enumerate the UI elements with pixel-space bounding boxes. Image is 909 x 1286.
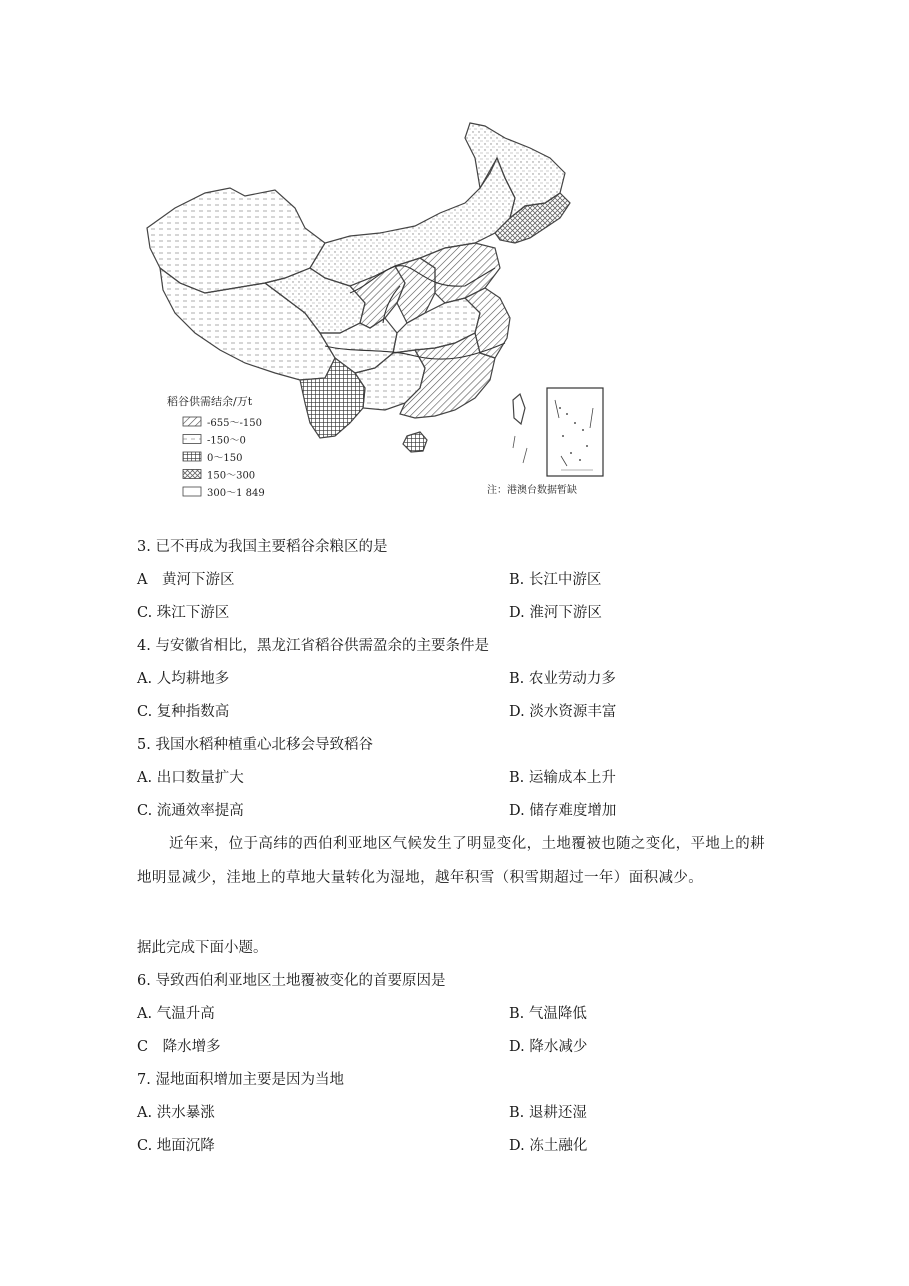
map-note: 注：港澳台数据暂缺 [487, 485, 577, 496]
legend-label-3: 150～300 [207, 470, 256, 482]
rice-balance-map [135, 118, 615, 503]
q4-option-c[interactable]: C. 复种指数高 [137, 704, 230, 720]
q6-option-d[interactable]: D. 降水减少 [509, 1039, 588, 1055]
q6-option-c[interactable]: C 降水增多 [137, 1039, 221, 1055]
q4-option-b[interactable]: B. 农业劳动力多 [509, 671, 616, 687]
q7-option-c[interactable]: C. 地面沉降 [137, 1138, 215, 1154]
question-4-stem: 4. 与安徽省相比，黑龙江省稻谷供需盈余的主要条件是 [137, 638, 489, 654]
q5-option-d[interactable]: D. 储存难度增加 [509, 803, 617, 819]
question-6-stem: 6. 导致西伯利亚地区土地覆被变化的首要原因是 [137, 973, 446, 989]
legend-title: 稻谷供需结余/万t [167, 395, 253, 408]
legend-swatch-3 [183, 470, 201, 479]
q3-option-a[interactable]: A 黄河下游区 [137, 572, 235, 588]
q3-option-d[interactable]: D. 淮河下游区 [509, 605, 602, 621]
legend-swatch-0 [183, 417, 201, 426]
q7-option-a[interactable]: A. 洪水暴涨 [137, 1105, 215, 1121]
q7-option-d[interactable]: D. 冻土融化 [509, 1138, 588, 1154]
legend-label-1: -150～0 [207, 435, 246, 447]
legend-label-4: 300～1 849 [207, 488, 265, 499]
legend-swatch-1 [183, 435, 201, 444]
q3-option-c[interactable]: C. 珠江下游区 [137, 605, 230, 621]
question-7-stem: 7. 湿地面积增加主要是因为当地 [137, 1072, 344, 1088]
legend-swatch-2 [183, 452, 201, 461]
q4-option-d[interactable]: D. 淡水资源丰富 [509, 704, 617, 720]
q3-option-b[interactable]: B. 长江中游区 [509, 572, 602, 588]
q7-option-b[interactable]: B. 退耕还湿 [509, 1105, 587, 1121]
passage-instruction: 据此完成下面小题。 [137, 940, 268, 956]
south-china-sea-inset [547, 388, 603, 476]
map-legend [167, 394, 265, 499]
question-5-stem: 5. 我国水稻种植重心北移会导致稻谷 [137, 737, 373, 753]
legend-label-2: 0～150 [207, 453, 243, 464]
q5-option-b[interactable]: B. 运输成本上升 [509, 770, 616, 786]
q6-option-a[interactable]: A. 气温升高 [137, 1006, 215, 1022]
q6-option-b[interactable]: B. 气温降低 [509, 1006, 587, 1022]
legend-swatch-4 [183, 487, 201, 496]
q5-option-c[interactable]: C. 流通效率提高 [137, 803, 244, 819]
q5-option-a[interactable]: A. 出口数量扩大 [137, 770, 244, 786]
question-3-stem: 3. 已不再成为我国主要稻谷余粮区的是 [137, 539, 388, 555]
passage-text: 近年来，位于高纬的西伯利亚地区气候发生了明显变化，土地覆被也随之变化，平地上的耕地明显减少，洼地上的草地大量转化为湿地，越年积雪（积雪期超过一年）面积减少。 [137, 836, 765, 886]
q4-option-a[interactable]: A. 人均耕地多 [137, 671, 230, 687]
legend-label-0: -655～-150 [207, 418, 262, 429]
